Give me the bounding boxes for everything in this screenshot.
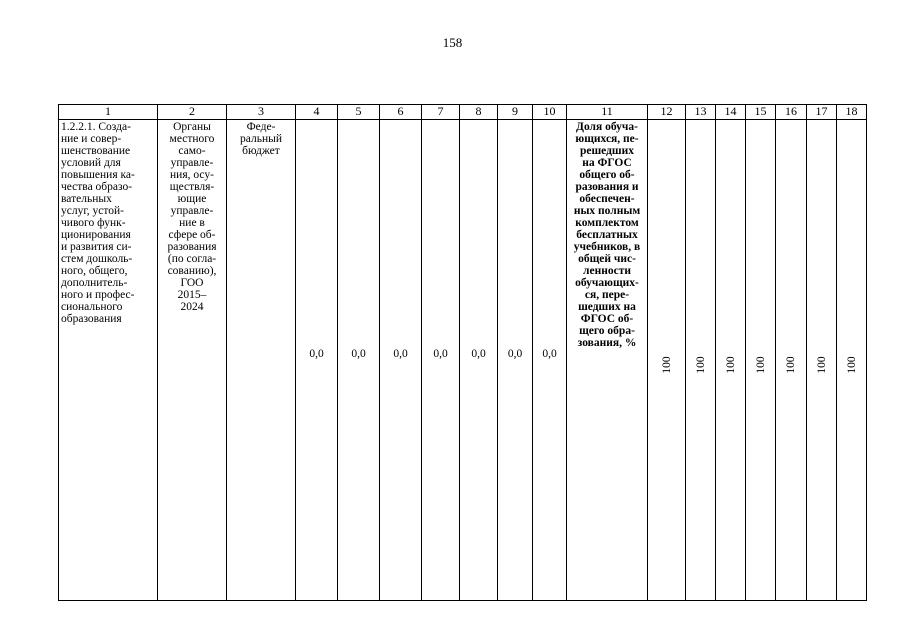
col-header-11: 11 [567, 105, 648, 120]
target-13: 100 [694, 356, 707, 374]
target-cell-18 [837, 120, 867, 601]
indicator-cell [567, 120, 648, 601]
funding-source-text: Феде- ральный бюджет [240, 121, 282, 157]
measure-text: 1.2.2.1. Созда- ние и совер- шенствование условий для повышения ка- чества образо- вательных услуг, устой- чивого функ- ционирования и развития си- стем дошколь- ного, общего, дополнитель- ного и профес- сионального образования [61, 121, 135, 325]
value-5: 0,0 [351, 348, 366, 360]
target-cell-14 [716, 120, 746, 601]
col-header-16: 16 [776, 105, 807, 120]
target-cell-13 [686, 120, 716, 601]
page-number: 158 [442, 35, 463, 50]
value-cell-5 [338, 120, 380, 601]
col-header-18: 18 [837, 105, 867, 120]
value-4: 0,0 [309, 348, 324, 360]
target-12: 100 [660, 356, 673, 374]
program-table [58, 104, 867, 601]
target-16: 100 [785, 356, 797, 374]
value-cell-7 [422, 120, 460, 601]
col-header-17: 17 [807, 105, 837, 120]
table-row [59, 120, 867, 601]
target-cell-17 [807, 120, 837, 601]
target-14: 100 [724, 356, 737, 374]
target-cell-15 [746, 120, 776, 601]
col-header-5: 5 [338, 105, 380, 120]
col-header-12: 12 [648, 105, 686, 120]
target-15: 100 [754, 356, 767, 374]
target-cell-16 [776, 120, 807, 601]
value-8: 0,0 [471, 348, 486, 360]
column-number-row [59, 105, 867, 120]
target-cell-12 [648, 120, 686, 601]
value-9: 0,0 [507, 348, 523, 360]
value-10: 0,0 [542, 348, 557, 360]
executor-text: Органы местного само- управле- ния, осу- ществля- ющие управле- ние в сфере об- разования (по согла- сованию), ГОО 2015– 2024 [167, 121, 217, 313]
col-header-7: 7 [422, 105, 460, 120]
value-cell-8 [460, 120, 498, 601]
col-header-15: 15 [746, 105, 776, 120]
value-cell-9 [498, 120, 533, 601]
value-cell-10 [533, 120, 567, 601]
col-header-10: 10 [533, 105, 567, 120]
col-header-6: 6 [380, 105, 422, 120]
col-header-2: 2 [158, 105, 227, 120]
funding-source-cell [227, 120, 296, 601]
measure-cell [59, 120, 158, 601]
col-header-9: 9 [498, 105, 533, 120]
indicator-text: Доля обуча- ющихся, пе- решедших на ФГОС общего об- разования и обеспечен- ных полным комплектом бесплатных учебников, в общей чис- ленности обучающих- ся, пере- шедших на ФГОС об- щего обра- зования, % [573, 121, 641, 349]
target-17: 100 [815, 356, 828, 374]
target-18: 100 [845, 356, 858, 374]
value-7: 0,0 [433, 348, 448, 360]
value-cell-6 [380, 120, 422, 601]
executor-cell [158, 120, 227, 601]
col-header-4: 4 [296, 105, 338, 120]
value-cell-4 [296, 120, 338, 601]
col-header-13: 13 [686, 105, 716, 120]
col-header-1: 1 [59, 105, 158, 120]
col-header-8: 8 [460, 105, 498, 120]
value-6: 0,0 [393, 348, 408, 360]
col-header-3: 3 [227, 105, 296, 120]
col-header-14: 14 [716, 105, 746, 120]
